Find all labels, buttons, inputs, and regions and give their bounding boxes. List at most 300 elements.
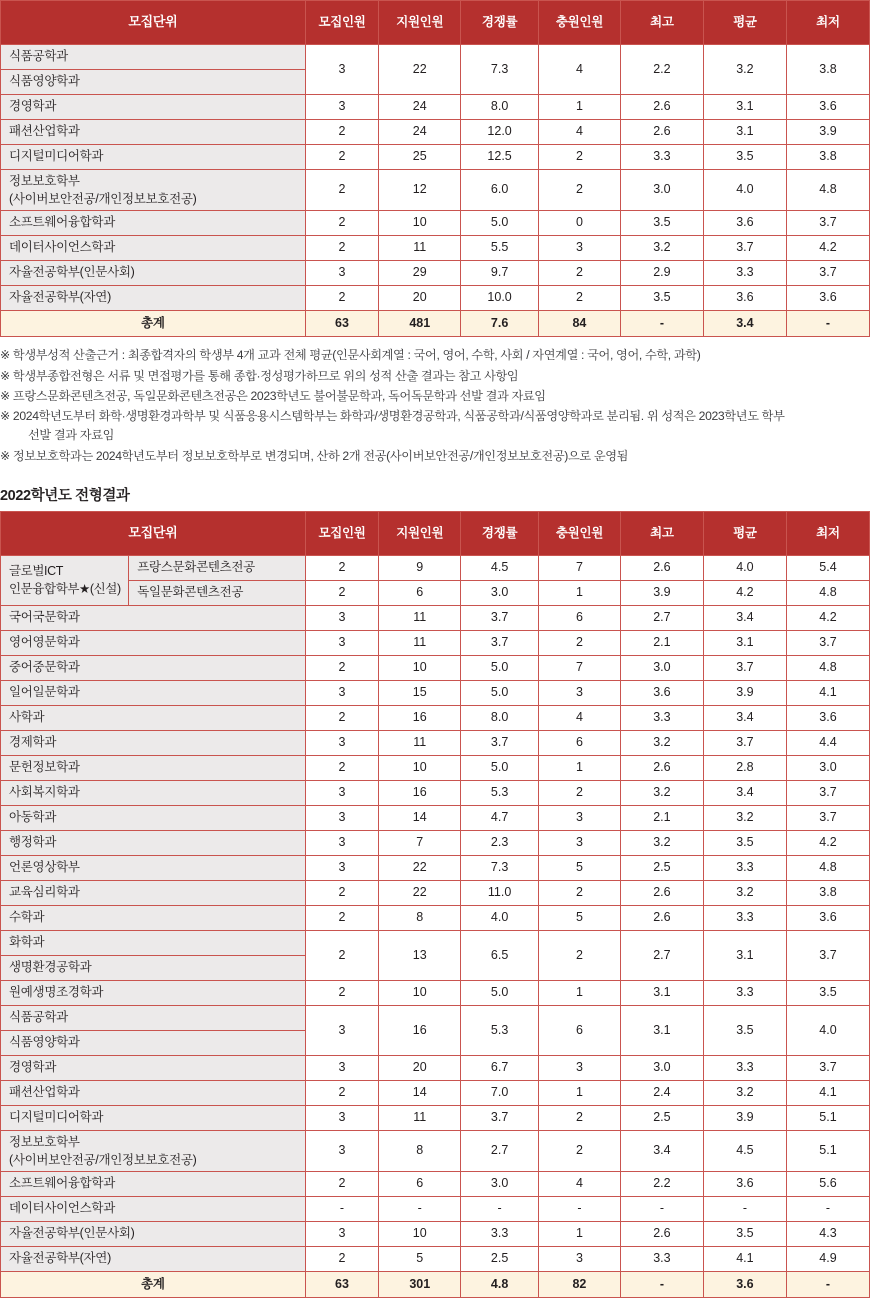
cell-lowest: 3.5 [786, 980, 869, 1005]
cell-average: 3.3 [703, 261, 786, 286]
table-row [1, 211, 870, 236]
cell-ratio: 3.3 [461, 1222, 539, 1247]
cell-quota: 3 [305, 95, 379, 120]
cell-unit-name: 식품공학과 [1, 45, 306, 70]
cell-highest: 2.6 [620, 905, 703, 930]
cell-highest: 3.1 [620, 980, 703, 1005]
cell-unit-sub-name: 프랑스문화콘텐츠전공 [129, 555, 306, 580]
header-row [1, 511, 870, 555]
cell-lowest: 3.7 [786, 1055, 869, 1080]
cell-unit-name: 식품영양학과 [1, 70, 306, 95]
cell-lowest: 3.8 [786, 880, 869, 905]
table-row [1, 120, 870, 145]
cell-average: 4.0 [703, 555, 786, 580]
cell-lowest: - [786, 1197, 869, 1222]
cell-lowest: 4.8 [786, 580, 869, 605]
cell-lowest: 3.7 [786, 261, 869, 286]
footnote-item [0, 447, 870, 466]
table-row [1, 555, 870, 580]
cell-quota: 3 [305, 1005, 379, 1055]
cell-total-label: 총계 [1, 1272, 306, 1298]
table-row [1, 780, 870, 805]
cell-highest: 3.0 [620, 1055, 703, 1080]
cell-quota: 2 [305, 930, 379, 980]
cell-filled: 1 [538, 95, 620, 120]
cell-average: 3.5 [703, 830, 786, 855]
cell-average: 4.5 [703, 1130, 786, 1171]
cell-average: 3.7 [703, 655, 786, 680]
cell-unit-name [1, 170, 306, 211]
cell-ratio: 6.5 [461, 930, 539, 980]
cell-lowest: 3.0 [786, 755, 869, 780]
table-total-row [1, 311, 870, 337]
table-row [1, 1005, 870, 1030]
cell-lowest: 3.8 [786, 45, 869, 95]
cell-ratio: 3.7 [461, 630, 539, 655]
column-header-filled: 충원인원 [538, 1, 620, 45]
cell-unit-name: 패션산업학과 [1, 1080, 306, 1105]
cell-unit-name [1, 1130, 306, 1171]
cell-applicants: 10 [379, 980, 461, 1005]
cell-quota: 3 [305, 680, 379, 705]
cell-applicants: 29 [379, 261, 461, 286]
cell-filled: 3 [538, 1055, 620, 1080]
cell-ratio: 7.3 [461, 855, 539, 880]
cell-unit-name: 경영학과 [1, 95, 306, 120]
cell-unit-name: 생명환경공학과 [1, 955, 306, 980]
cell-quota: 2 [305, 211, 379, 236]
cell-highest: 3.9 [620, 580, 703, 605]
cell-average: 3.2 [703, 805, 786, 830]
cell-filled: 1 [538, 980, 620, 1005]
table-row [1, 755, 870, 780]
table-total-row [1, 1272, 870, 1298]
cell-quota: 2 [305, 755, 379, 780]
column-header-quota: 모집인원 [305, 511, 379, 555]
cell-unit-name: 자율전공학부(인문사회) [1, 1222, 306, 1247]
cell-total-filled: 82 [538, 1272, 620, 1298]
cell-quota: 3 [305, 630, 379, 655]
column-header-ratio: 경쟁률 [461, 511, 539, 555]
cell-ratio: 5.0 [461, 680, 539, 705]
cell-highest: 3.2 [620, 730, 703, 755]
cell-lowest: 3.7 [786, 930, 869, 980]
column-header-highest: 최고 [620, 511, 703, 555]
cell-average: 4.1 [703, 1247, 786, 1272]
cell-ratio: 12.5 [461, 145, 539, 170]
cell-quota: 2 [305, 1172, 379, 1197]
cell-quota: 3 [305, 855, 379, 880]
cell-lowest: 4.8 [786, 855, 869, 880]
cell-filled: 2 [538, 930, 620, 980]
column-header-average: 평균 [703, 511, 786, 555]
table-row [1, 830, 870, 855]
footnote-marker: ※ [0, 448, 13, 463]
cell-applicants: 22 [379, 45, 461, 95]
cell-average: 3.6 [703, 1172, 786, 1197]
cell-highest: 2.5 [620, 1105, 703, 1130]
cell-ratio: 6.7 [461, 1055, 539, 1080]
cell-average: 4.0 [703, 170, 786, 211]
cell-unit-name: 영어영문학과 [1, 630, 306, 655]
table-row [1, 261, 870, 286]
cell-highest: 3.3 [620, 705, 703, 730]
cell-filled: 1 [538, 755, 620, 780]
cell-filled: 3 [538, 830, 620, 855]
cell-highest: 3.3 [620, 145, 703, 170]
cell-ratio: 3.7 [461, 605, 539, 630]
cell-unit-group-name [1, 555, 129, 605]
cell-ratio: 4.7 [461, 805, 539, 830]
cell-total-ratio: 4.8 [461, 1272, 539, 1298]
cell-quota: 3 [305, 730, 379, 755]
table-row [1, 605, 870, 630]
cell-filled: 5 [538, 855, 620, 880]
unit-group-line-1: 글로벌ICT [9, 563, 63, 578]
cell-highest: 3.0 [620, 170, 703, 211]
cell-lowest: 4.1 [786, 1080, 869, 1105]
cell-average: 3.7 [703, 730, 786, 755]
cell-average: 3.6 [703, 211, 786, 236]
cell-ratio: 5.3 [461, 780, 539, 805]
cell-lowest: 4.8 [786, 655, 869, 680]
cell-quota: 3 [305, 830, 379, 855]
cell-ratio: 5.3 [461, 1005, 539, 1055]
footnote-text: 학생부종합전형은 서류 및 면접평가를 통해 종합·정성평가하므로 위의 성적 산출 결과는 참고 사항임 [12, 368, 519, 383]
unit-group-line-2: 인문융합학부★(신설) [9, 582, 121, 597]
cell-average: 3.3 [703, 905, 786, 930]
cell-quota: 2 [305, 580, 379, 605]
table-row [1, 680, 870, 705]
cell-applicants: 6 [379, 580, 461, 605]
cell-unit-name: 문헌정보학과 [1, 755, 306, 780]
cell-unit-name: 경제학과 [1, 730, 306, 755]
cell-filled: 1 [538, 580, 620, 605]
footnote-text: 학생부성적 산출근거 : 최종합격자의 학생부 4개 교과 전체 평균(인문사회계열 : 국어, 영어, 수학, 사회 / 자연계열 : 국어, 영어, 수학, 과학) [12, 348, 701, 363]
cell-applicants: 12 [379, 170, 461, 211]
cell-ratio: 3.0 [461, 1172, 539, 1197]
cell-total-ratio: 7.6 [461, 311, 539, 337]
cell-unit-name: 교육심리학과 [1, 880, 306, 905]
footnote-item [0, 407, 870, 446]
cell-highest: 3.2 [620, 236, 703, 261]
table-row [1, 145, 870, 170]
footnote-marker: ※ [0, 409, 13, 424]
cell-total-highest: - [620, 311, 703, 337]
cell-applicants: 8 [379, 905, 461, 930]
cell-filled: 5 [538, 905, 620, 930]
table-row [1, 730, 870, 755]
cell-unit-name: 중어중문학과 [1, 655, 306, 680]
cell-applicants: 10 [379, 211, 461, 236]
cell-ratio: 8.0 [461, 95, 539, 120]
cell-applicants: 16 [379, 705, 461, 730]
cell-lowest: 3.7 [786, 630, 869, 655]
cell-unit-name: 화학과 [1, 930, 306, 955]
cell-ratio: 5.0 [461, 980, 539, 1005]
cell-filled: 3 [538, 236, 620, 261]
table-row [1, 705, 870, 730]
cell-total-applicants: 301 [379, 1272, 461, 1298]
cell-quota: 3 [305, 261, 379, 286]
cell-ratio: - [461, 1197, 539, 1222]
cell-highest: 2.6 [620, 95, 703, 120]
column-header-unit: 모집단위 [1, 511, 306, 555]
cell-applicants: 7 [379, 830, 461, 855]
cell-total-applicants: 481 [379, 311, 461, 337]
column-header-lowest: 최저 [786, 1, 869, 45]
table-row [1, 45, 870, 70]
cell-average: 3.1 [703, 120, 786, 145]
cell-quota: 2 [305, 980, 379, 1005]
cell-applicants: 6 [379, 1172, 461, 1197]
cell-average: 3.2 [703, 1080, 786, 1105]
cell-ratio: 4.5 [461, 555, 539, 580]
cell-average: 3.6 [703, 286, 786, 311]
cell-unit-sub-name: 독일문화콘텐츠전공 [129, 580, 306, 605]
cell-quota: 3 [305, 45, 379, 95]
cell-lowest: 3.7 [786, 780, 869, 805]
cell-unit-name: 자율전공학부(자연) [1, 286, 306, 311]
cell-ratio: 5.5 [461, 236, 539, 261]
cell-filled: 2 [538, 780, 620, 805]
cell-applicants: - [379, 1197, 461, 1222]
cell-applicants: 11 [379, 630, 461, 655]
column-header-applicants: 지원인원 [379, 1, 461, 45]
cell-lowest: 3.7 [786, 211, 869, 236]
cell-applicants: 22 [379, 855, 461, 880]
cell-quota: 2 [305, 236, 379, 261]
cell-filled: 3 [538, 805, 620, 830]
cell-applicants: 20 [379, 1055, 461, 1080]
cell-average: 3.5 [703, 1222, 786, 1247]
table-row [1, 236, 870, 261]
cell-filled: 4 [538, 120, 620, 145]
cell-ratio: 8.0 [461, 705, 539, 730]
unit-name-line-2: (사이버보안전공/개인정보보호전공) [9, 192, 197, 207]
cell-highest: 2.5 [620, 855, 703, 880]
cell-unit-name: 경영학과 [1, 1055, 306, 1080]
cell-average: 3.1 [703, 630, 786, 655]
cell-filled: 2 [538, 1130, 620, 1171]
cell-average: 2.8 [703, 755, 786, 780]
column-header-lowest: 최저 [786, 511, 869, 555]
cell-filled: 2 [538, 880, 620, 905]
cell-ratio: 12.0 [461, 120, 539, 145]
cell-average: 4.2 [703, 580, 786, 605]
cell-applicants: 22 [379, 880, 461, 905]
cell-highest: 2.2 [620, 1172, 703, 1197]
cell-highest: 3.5 [620, 286, 703, 311]
footnote-text: 정보보호학과는 2024학년도부터 정보보호학부로 변경되며, 산하 2개 전공(사이버보안전공/개인정보보호전공)으로 운영됨 [12, 448, 629, 463]
cell-unit-name: 일어일문학과 [1, 680, 306, 705]
column-header-applicants: 지원인원 [379, 511, 461, 555]
cell-filled: 7 [538, 555, 620, 580]
cell-ratio: 3.0 [461, 580, 539, 605]
cell-quota: 2 [305, 170, 379, 211]
cell-highest: 2.6 [620, 555, 703, 580]
cell-average: 3.3 [703, 855, 786, 880]
table-row [1, 95, 870, 120]
cell-lowest: 5.4 [786, 555, 869, 580]
cell-unit-name: 국어국문학과 [1, 605, 306, 630]
cell-applicants: 10 [379, 755, 461, 780]
cell-highest: 2.4 [620, 1080, 703, 1105]
table-row [1, 805, 870, 830]
footnote-continuation: 선발 결과 자료임 [28, 428, 115, 443]
cell-lowest: 3.8 [786, 145, 869, 170]
cell-ratio: 2.5 [461, 1247, 539, 1272]
cell-filled: 1 [538, 1222, 620, 1247]
cell-ratio: 7.0 [461, 1080, 539, 1105]
cell-lowest: 3.9 [786, 120, 869, 145]
cell-highest: 3.3 [620, 1247, 703, 1272]
cell-unit-name: 자율전공학부(인문사회) [1, 261, 306, 286]
table-row [1, 905, 870, 930]
cell-average: 3.5 [703, 1005, 786, 1055]
cell-ratio: 3.7 [461, 730, 539, 755]
cell-applicants: 16 [379, 780, 461, 805]
cell-highest: 2.6 [620, 755, 703, 780]
cell-ratio: 5.0 [461, 655, 539, 680]
cell-quota: 2 [305, 145, 379, 170]
table-row [1, 930, 870, 955]
cell-lowest: 5.6 [786, 1172, 869, 1197]
cell-applicants: 15 [379, 680, 461, 705]
table-2022-header [1, 511, 870, 555]
cell-lowest: 4.2 [786, 236, 869, 261]
cell-filled: 2 [538, 261, 620, 286]
cell-highest: 3.1 [620, 1005, 703, 1055]
cell-filled: 7 [538, 655, 620, 680]
cell-highest: 3.5 [620, 211, 703, 236]
cell-filled: 6 [538, 730, 620, 755]
cell-highest: 3.0 [620, 655, 703, 680]
cell-average: 3.4 [703, 780, 786, 805]
cell-applicants: 11 [379, 236, 461, 261]
footnote-text: 프랑스문화콘텐츠전공, 독일문화콘텐츠전공은 2023학년도 불어불문학과, 독어독문학과 선발 결과 자료임 [12, 388, 546, 403]
cell-lowest: 5.1 [786, 1105, 869, 1130]
footnote-marker: ※ [0, 388, 13, 403]
cell-filled: 6 [538, 1005, 620, 1055]
cell-unit-name: 디지털미디어학과 [1, 1105, 306, 1130]
cell-highest: 2.9 [620, 261, 703, 286]
cell-filled: 2 [538, 170, 620, 211]
table-row [1, 630, 870, 655]
cell-ratio: 2.7 [461, 1130, 539, 1171]
cell-ratio: 5.0 [461, 211, 539, 236]
cell-quota: 3 [305, 605, 379, 630]
cell-highest: 3.2 [620, 830, 703, 855]
cell-quota: 2 [305, 1247, 379, 1272]
cell-filled: 3 [538, 680, 620, 705]
cell-filled: 4 [538, 45, 620, 95]
cell-average: 3.2 [703, 880, 786, 905]
header-row [1, 1, 870, 45]
cell-quota: 2 [305, 880, 379, 905]
cell-lowest: 3.6 [786, 705, 869, 730]
cell-filled: 4 [538, 1172, 620, 1197]
cell-quota: 3 [305, 805, 379, 830]
cell-quota: 2 [305, 120, 379, 145]
cell-highest: 2.2 [620, 45, 703, 95]
truncated-footnote [0, 1302, 870, 1311]
table-row [1, 1130, 870, 1171]
footnote-item [0, 367, 870, 386]
cell-filled: 3 [538, 1247, 620, 1272]
cell-lowest: 3.7 [786, 805, 869, 830]
cell-lowest: 4.9 [786, 1247, 869, 1272]
cell-applicants: 16 [379, 1005, 461, 1055]
cell-average: 3.9 [703, 1105, 786, 1130]
cell-applicants: 8 [379, 1130, 461, 1171]
cell-quota: 3 [305, 1105, 379, 1130]
cell-highest: 2.1 [620, 805, 703, 830]
cell-lowest: 4.3 [786, 1222, 869, 1247]
cell-lowest: 4.0 [786, 1005, 869, 1055]
cell-average: 3.5 [703, 145, 786, 170]
cell-average: 3.4 [703, 605, 786, 630]
cell-lowest: 4.8 [786, 170, 869, 211]
unit-name-line-1: 정보보호학부 [9, 1134, 80, 1149]
cell-quota: 3 [305, 1222, 379, 1247]
cell-highest: 2.6 [620, 880, 703, 905]
cell-total-lowest: - [786, 311, 869, 337]
footnote-item [0, 346, 870, 365]
cell-highest: 3.2 [620, 780, 703, 805]
cell-total-average: 3.6 [703, 1272, 786, 1298]
cell-applicants: 14 [379, 805, 461, 830]
cell-average: 3.2 [703, 45, 786, 95]
column-header-filled: 충원인원 [538, 511, 620, 555]
column-header-average: 평균 [703, 1, 786, 45]
cell-ratio: 6.0 [461, 170, 539, 211]
cell-applicants: 11 [379, 605, 461, 630]
cell-unit-name: 식품영양학과 [1, 1030, 306, 1055]
table-row [1, 1105, 870, 1130]
cell-ratio: 5.0 [461, 755, 539, 780]
cell-highest: 2.6 [620, 1222, 703, 1247]
table-row [1, 655, 870, 680]
cell-unit-name: 사학과 [1, 705, 306, 730]
cell-unit-name: 원예생명조경학과 [1, 980, 306, 1005]
table-2023-header [1, 1, 870, 45]
cell-highest: 2.7 [620, 930, 703, 980]
cell-highest: - [620, 1197, 703, 1222]
cell-highest: 2.7 [620, 605, 703, 630]
cell-unit-name: 자율전공학부(자연) [1, 1247, 306, 1272]
cell-lowest: 3.6 [786, 905, 869, 930]
cell-filled: 4 [538, 705, 620, 730]
cell-quota: 3 [305, 780, 379, 805]
cell-highest: 2.6 [620, 120, 703, 145]
cell-applicants: 5 [379, 1247, 461, 1272]
unit-name-line-2: (사이버보안전공/개인정보보호전공) [9, 1152, 197, 1167]
cell-lowest: 3.6 [786, 286, 869, 311]
cell-applicants: 20 [379, 286, 461, 311]
cell-average: 3.3 [703, 980, 786, 1005]
cell-ratio: 3.7 [461, 1105, 539, 1130]
table-row [1, 286, 870, 311]
column-header-highest: 최고 [620, 1, 703, 45]
cell-highest: 2.1 [620, 630, 703, 655]
cell-unit-name: 디지털미디어학과 [1, 145, 306, 170]
cell-unit-name: 데이터사이언스학과 [1, 236, 306, 261]
cell-average: 3.1 [703, 930, 786, 980]
table-2022-body [1, 555, 870, 1297]
cell-filled: 2 [538, 145, 620, 170]
cell-total-lowest: - [786, 1272, 869, 1298]
